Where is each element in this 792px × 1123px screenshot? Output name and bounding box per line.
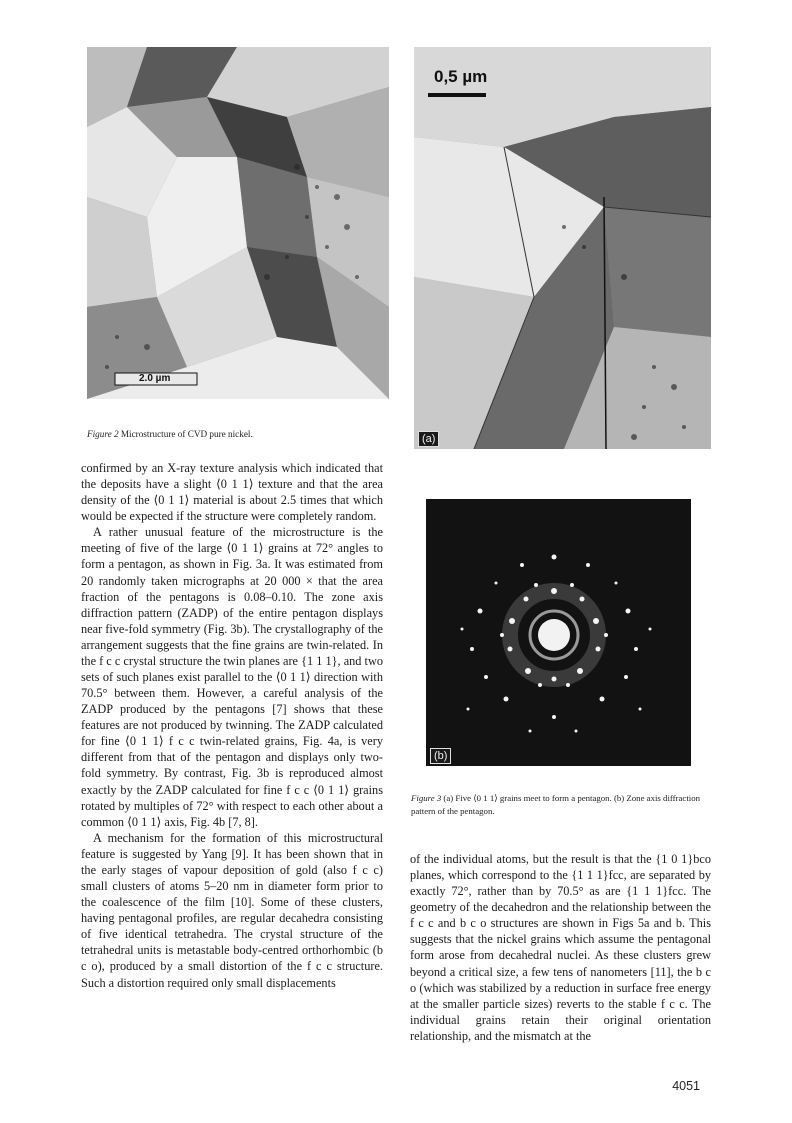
figure-2-caption-label: Figure 2 [87, 429, 119, 439]
paragraph: A rather unusual feature of the microstructure is the meeting of five of the large ⟨0 1 1⟩ grains at 72° angles to form a pentagon, as shown in Fig. 3a. It was estimated from 20 randomly taken micrographs at 20 000 × that the area fraction of the pentagons is 0.08–0.10. The zone axis diffraction pattern (ZADP) of the entire pentagon displays near five-fold symmetry (Fig. 3b). The crystallography of the arrangement suggests that the fine grains are twin-related. In the f c c crystal structure the twin planes are {1 1 1}, and two sets of such planes exist parallel to the ⟨0 1 1⟩ direction with 70.5° between them. However, a careful analysis of the ZADP produced by the pentagons [7] shows that these features are not produced by twinning. The ZADP calculated for fine ⟨0 1 1⟩ f c c twin-related grains, Fig. 4a, is very different from that of the pentagon and displays only two-fold symmetry. By contrast, Fig. 3b is reproduced almost exactly by the ZADP calculated for fine f c c ⟨0 1 1⟩ grains rotated by multiples of 72° with respect to each other about a common ⟨0 1 1⟩ axis, Fig. 4b [7, 8]. [81, 525, 383, 829]
figure-2-caption-text: Microstructure of CVD pure nickel. [118, 429, 253, 439]
figure-3a-panel-label: (a) [418, 431, 439, 447]
figure-2-micrograph [87, 47, 389, 399]
paragraph: confirmed by an X-ray texture analysis which indicated that the deposits have a slight ⟨0 1 1⟩ texture and that the area density of the ⟨0 1 1⟩ material is about 2.5 times that which would be expected if the structure were completely random. [81, 461, 383, 524]
paragraph: of the individual atoms, but the result is that the {1 0 1}bco planes, which correspond to the {1 1 1}fcc, are separated by exactly 72°, rather than by 70.5° as are {1 1 1}fcc. The geometry of the decahedron and the relationship between the f c c and b c o structures are shown in Figs 5a and b. This suggests that the nickel grains which assume the pentagonal form arose from decahedral nuclei. As these clusters grew beyond a critical size, a few tens of nanometers [11], the b c o (which was stabilized by a reduction in surface free energy at the smaller particle sizes) reverts to the stable f c c. The individual grains retain their original orientation relationship, and the mismatch at the [410, 852, 711, 1043]
figure-3-caption-label: Figure 3 [411, 793, 442, 803]
figure-3-caption-text: (a) Five ⟨0 1 1⟩ grains meet to form a pentagon. (b) Zone axis diffraction pattern of the pentagon. [411, 793, 701, 816]
figure-2-scale-label: 2.0 µm [139, 373, 171, 384]
figure-3b-diffraction-pattern [426, 499, 691, 766]
paragraph: A mechanism for the formation of this microstructural feature is suggested by Yang [9]. It has been shown that in the early stages of vapour deposition of gold (also f c c) small clusters of atoms 5–20 nm in diameter form prior to the coalescence of the film [10]. Some of these clusters, having pentagonal profiles, are regular decahedra consisting of five identical tetrahedra. The crystal structure of the tetrahedral units is metastable body-centred orthorhombic (b c o), produced by a small distortion of the f c c structure. Such a distortion required only small displacements [81, 830, 383, 990]
figure-3-caption [411, 792, 709, 817]
figure-3a-scale-label: 0,5 µm [434, 67, 488, 86]
figure-3a-micrograph [414, 47, 711, 449]
right-text-column [410, 851, 711, 1044]
page-number: 4051 [672, 1079, 700, 1093]
left-text-column [81, 460, 383, 991]
figure-2-caption [87, 428, 387, 441]
figure-3b-panel-label: (b) [430, 748, 451, 764]
